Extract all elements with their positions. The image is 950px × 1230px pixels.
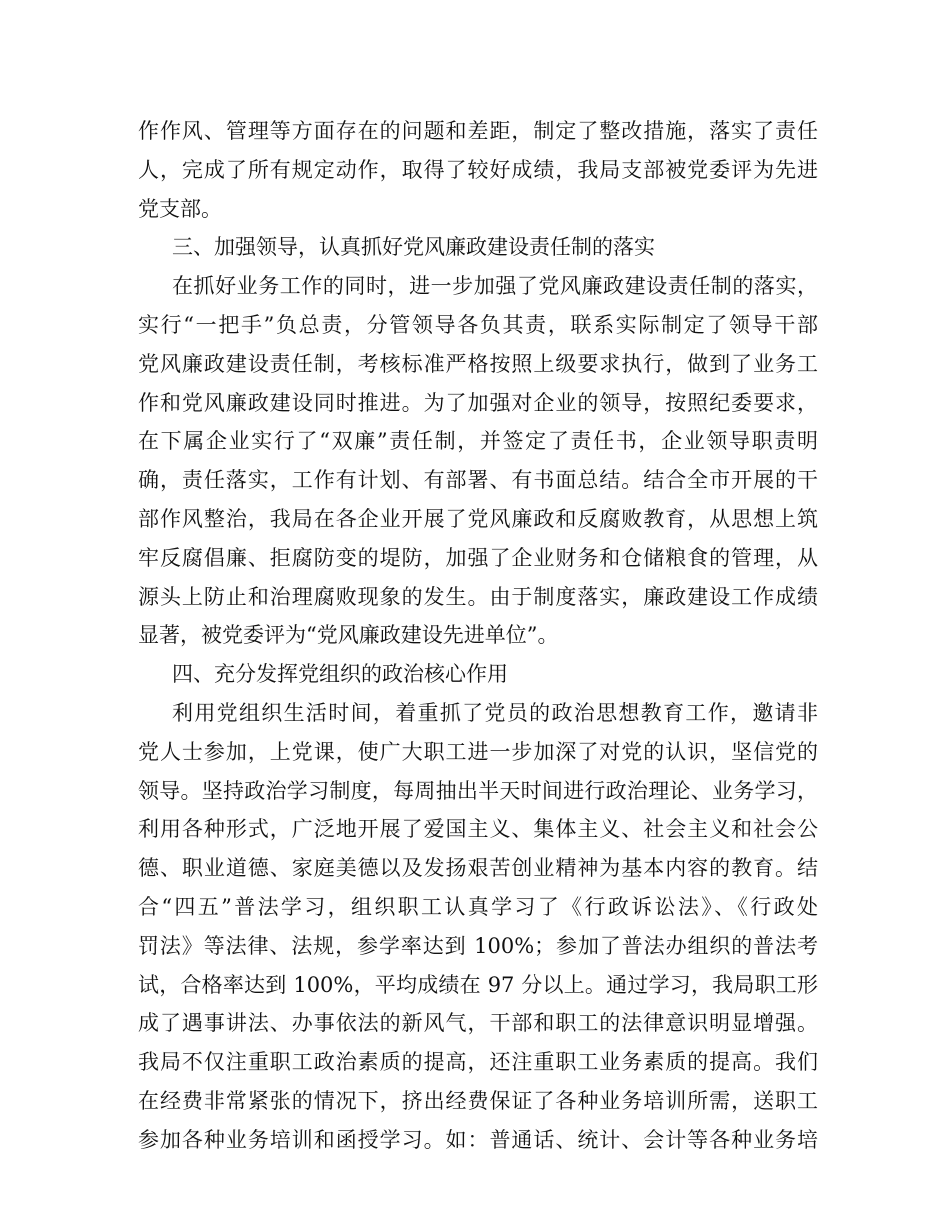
text-line: 实行“一把手”负总责，分管领导各负其责，联系实际制定了领导干部 xyxy=(138,312,818,337)
text-line: 四、充分发挥党组织的政治核心作用 xyxy=(172,662,508,687)
text-line: 党人士参加，上党课，使广大职工进一步加深了对党的认识，坚信党的 xyxy=(138,739,818,764)
text-line: 源头上防止和治理腐败现象的发生。由于制度落实，廉政建设工作成绩 xyxy=(138,584,818,609)
text-line: 作和党风廉政建设同时推进。为了加强对企业的领导，按照纪委要求， xyxy=(138,390,818,415)
text-line: 部作风整治，我局在各企业开展了党风廉政和反腐败教育，从思想上筑 xyxy=(138,506,818,531)
text-line: 领导。坚持政治学习制度，每周抽出半天时间进行政治理论、业务学习， xyxy=(138,778,818,803)
text-line: 在下属企业实行了“双廉”责任制，并签定了责任书，企业领导职责明 xyxy=(138,429,818,454)
text-line: 作作风、管理等方面存在的问题和差距，制定了整改措施，落实了责任 xyxy=(138,119,818,143)
text-line: 成了遇事讲法、办事依法的新风气，干部和职工的法律意识明显增强。 xyxy=(138,1011,818,1036)
text-line: 人，完成了所有规定动作，取得了较好成绩，我局支部被党委评为先进 xyxy=(138,157,818,182)
text-line: 德、职业道德、家庭美德以及发扬艰苦创业精神为基本内容的教育。结 xyxy=(138,856,818,881)
text-line: 合“四五”普法学习，组织职工认真学习了《行政诉讼法》、《行政处 xyxy=(138,894,818,919)
text-line: 牢反腐倡廉、拒腐防变的堤防，加强了企业财务和仓储粮食的管理，从 xyxy=(138,545,818,570)
text-line: 显著，被党委评为“党风廉政建设先进单位”。 xyxy=(138,623,559,648)
text-line: 罚法》等法律、法规，参学率达到 100%；参加了普法办组织的普法考 xyxy=(138,933,818,958)
text-line: 参加各种业务培训和函授学习。如：普通话、统计、会计等各种业务培 xyxy=(138,1127,818,1152)
text-line: 试，合格率达到 100%，平均成绩在 97 分以上。通过学习，我局职工形 xyxy=(138,972,818,997)
text-line: 党风廉政建设责任制，考核标准严格按照上级要求执行，做到了业务工 xyxy=(138,351,818,376)
text-line: 我局不仅注重职工政治素质的提高，还注重职工业务素质的提高。我们 xyxy=(138,1050,818,1075)
text-line: 利用各种形式，广泛地开展了爱国主义、集体主义、社会主义和社会公 xyxy=(138,817,818,842)
text-line: 利用党组织生活时间，着重抓了党员的政治思想教育工作，邀请非 xyxy=(172,700,818,725)
text-line: 在抓好业务工作的同时，进一步加强了党风廉政建设责任制的落实， xyxy=(172,274,818,299)
text-line: 确，责任落实，工作有计划、有部署、有书面总结。结合全市开展的干 xyxy=(138,468,818,493)
text-line: 在经费非常紧张的情况下，挤出经费保证了各种业务培训所需，送职工 xyxy=(138,1088,818,1113)
document-body xyxy=(138,112,818,1160)
text-line: 党支部。 xyxy=(138,196,222,221)
text-line: 三、加强领导，认真抓好党风廉政建设责任制的落实 xyxy=(172,235,655,260)
